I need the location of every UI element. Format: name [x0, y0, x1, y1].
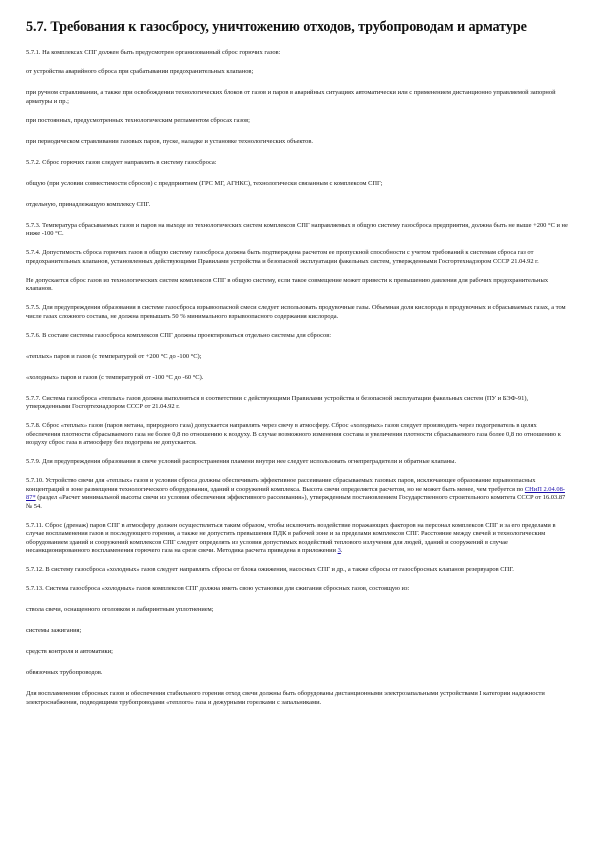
- paragraph-5-7-4: 5.7.4. Допустимость сброса горючих газов в общую систему газосброса должна быть подтверждена расчетом ее пропускной способности с учетом требований к системам сброса газ от предохранительных клапанов, установленных действующими Правилами устройства и безопасной эксплуатации факельных систем, утвержденными Госгортехнадзором СССР 21.04.92 г.: [26, 249, 539, 265]
- paragraph-separate-system: отдельную, принадлежащую комплексу СПГ.: [26, 200, 151, 208]
- paragraph-not-allowed: Не допускается сброс газов из технологических систем комплексов СПГ в общую систему, если такое совмещение может привести к превышению давления для рабочих предохранительных клапанов.: [26, 276, 549, 292]
- document-page: [26, 18, 572, 718]
- paragraph-periodic-release: при периодическом стравливании газовых паров, пуске, наладке и установке технологических объектов.: [26, 137, 314, 145]
- paragraph-5-7-2: 5.7.2. Сброс горючих газов следует направлять в систему газосброса:: [26, 158, 217, 166]
- paragraph-piping: обвязочных трубопроводов.: [26, 669, 103, 676]
- paragraph-common-system: общую (при условии совместимости сбросов) с предприятием (ГРС МГ, АГНКС), технологически связанным с комплексом СПГ;: [26, 179, 383, 187]
- paragraph-5-7-6: 5.7.6. В составе системы газосброса комплексов СПГ должны проектироваться отдельно системы для сбросов:: [26, 331, 332, 339]
- paragraph-ignition-system: системы зажигания;: [26, 627, 82, 634]
- section-title: 5.7. Требования к газосбросу, уничтожению отходов, трубопроводам и арматуре: [26, 19, 527, 35]
- paragraph-5-7-7: 5.7.7. Система газосброса «теплых» газов должна выполняться в соответствии с действующими Правилами устройства и безопасной эксплуатации факельных систем (ПУ и БЭФ-91), утвержденными Госгортехнадзором СССР от 21.04.92 г.: [26, 394, 529, 410]
- paragraph-5-7-11-text-end: .: [340, 547, 343, 554]
- paragraph-5-7-10-text-end: (раздел «Расчет минимальной высоты свечи из условия обеспечения эффективного рассеивания»), утвержденным постановлением Государственного строительного комитета СССР от 16.03.87 № 54.: [26, 494, 566, 510]
- paragraph-warm-gases: «теплых» паров и газов (с температурой от +200 °С до -100 °С);: [26, 352, 202, 360]
- paragraph-5-7-10: [26, 477, 572, 511]
- paragraph-constant-release: при постоянных, предусмотренных технологическим регламентом сбросах газов;: [26, 116, 250, 124]
- snip-link[interactable]: СНиП 2.04.08-87*: [26, 485, 565, 501]
- paragraph-5-7-11-text-start: 5.7.11. Сброс (дренаж) паров СПГ в атмосферу должен осуществляться таким образом, чтобы исключить воздействие поражающих факторов на персонал комплексов СПГ и за его пределами в случае воспламенения газов и последующего горения, а также не допустить превышения ПДК в рабочей зоне и за пределами комплексов СПГ. Расстояние между свечей и технологическим оборудованием зданий и сооружений комплексов СПГ следует определять из условия допустимых воздействий теплового излучения для людей, зданий и сооружений в случае несанкционированного воспламенения горючего газа на срезе свечи. Методика расчета приведена в приложении: [26, 521, 556, 554]
- paragraph-emergency-release: от устройства аварийного сброса при срабатывании предохранительных клапанов;: [26, 68, 254, 75]
- paragraph-5-7-10-text-start: 5.7.10. Устройство свечи для «теплых» газов и условия сброса должны обеспечивать эффективное рассеивание сбрасываемых газовых паров, исключающее образование взрывоопасных концентраций в зоне размещения технологического оборудования, зданий и сооружений комплекса. Высота свечи определяется расчетом, но не может быть менее, чем требуется по: [26, 477, 536, 493]
- paragraph-5-7-5: 5.7.5. Для предупреждения образования в системе газосброса взрывоопасной смеси следует использовать продувочные газы. Объемная доля кислорода в продувочных и сбрасываемых газах, а том числе газах сложного состава, не должна превышать 50 % минимального взрывоопасного содержания кислорода.: [26, 304, 566, 320]
- appendix-link[interactable]: 3: [337, 547, 341, 554]
- paragraph-cold-gases: «холодных» паров и газов (с температурой от -100 °С до -60 °С).: [26, 373, 204, 381]
- paragraph-5-7-11: [26, 522, 572, 556]
- paragraph-5-7-3: 5.7.3. Температура сбрасываемых газов и паров на выходе из технологических систем комплексов СПГ направляемых в общую систему газосброса предприятия, должна быть не выше +200 °С и не ниже -100 °С.: [26, 221, 568, 237]
- paragraph-5-7-1: 5.7.1. На комплексах СПГ должен быть предусмотрен организованный сброс горючих газов:: [26, 49, 281, 56]
- paragraph-5-7-13: 5.7.13. Система газосброса «холодных» газов комплексов СПГ должна иметь свою установки для сжигания сбросных газов, состоящую из:: [26, 585, 410, 592]
- paragraph-5-7-8: 5.7.8. Сброс «теплых» газов (паров метана, природного газа) допускается направлять через свечу в атмосферу. Сброс «холодных» газов следует производить через подогреватель в целях обеспечения плотности сбрасываемого газа не более 0,8 по отношению к воздуху. В случае возможного изменения состава и увеличения плотности сбрасываемого газа более 0,8 по отношению к воздуху сброс газа в атмосферу без подогрева не допускается.: [26, 422, 561, 446]
- paragraph-ignition-requirements: Для воспламенения сбросных газов и обеспечения стабильного горения отход свечи должны быть оборудованы дистанционными электрозапальными устройствами I категории надежности электроснабжения, подводящими трубопроводами «теплого» газа и дежурными горелками с запальниками.: [26, 690, 545, 706]
- paragraph-control-means: средств контроля и автоматики;: [26, 648, 113, 655]
- paragraph-5-7-9: 5.7.9. Для предупреждения образования в свече условий распространения пламени внутри нее следует использовать огнепреградители и обратные клапаны.: [26, 458, 457, 465]
- paragraph-manual-release: при ручном стравливании, а также при освобождении технологических блоков от газов и паров в аварийных ситуациях автоматически или с применением дистанционно управляемой запорной арматуры и пр.;: [26, 89, 556, 105]
- paragraph-5-7-12: 5.7.12. В систему газосброса «холодных» газов следует направлять сбросы от блока ожижения, насосных СПГ и др., а также сбросы от газосбросных клапанов резервуаров СПГ.: [26, 566, 514, 573]
- paragraph-candle-stack: ствола свечи, оснащенного оголовком и лабиринтным уплотнением;: [26, 606, 214, 613]
